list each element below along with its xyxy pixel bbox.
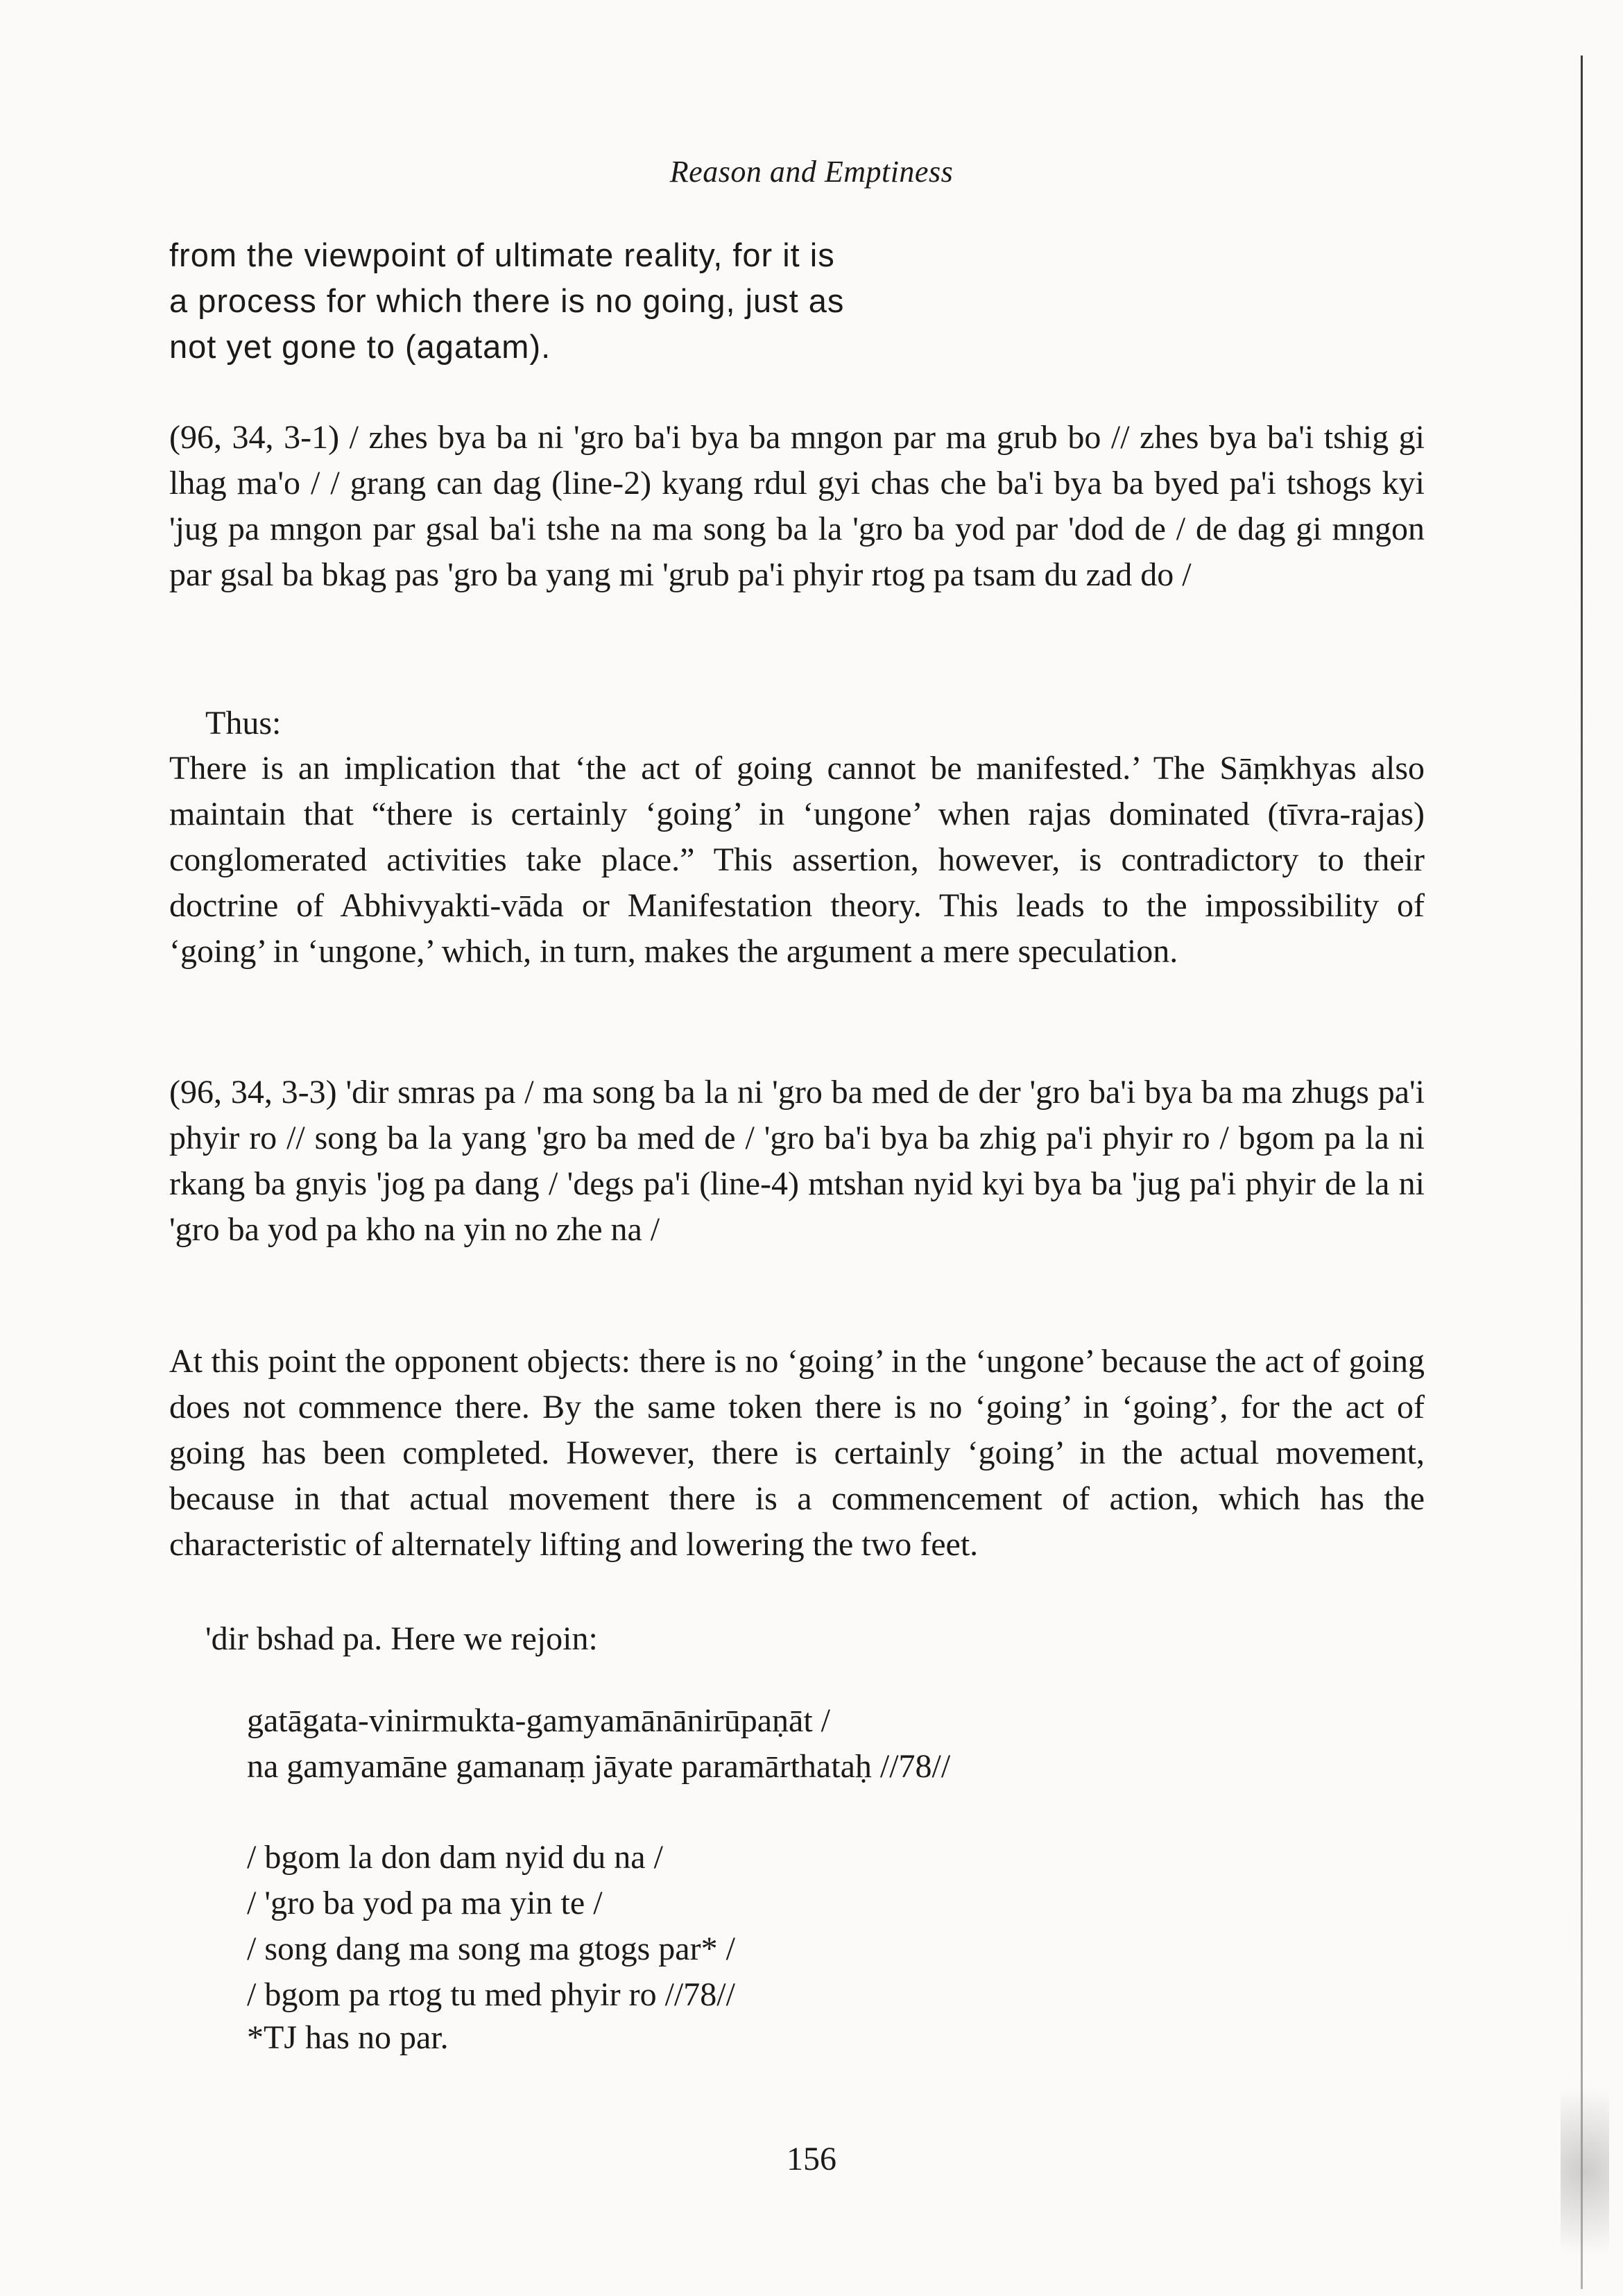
sanskrit-verse	[247, 1698, 950, 1790]
opening-lines	[169, 232, 932, 370]
verse-line: / bgom la don dam nyid du na /	[247, 1839, 663, 1876]
tibetan-paragraph-2: (96, 34, 3-3) 'dir smras pa / ma song ba la ni 'gro ba med de der 'gro ba'i bya ba ma zhugs pa'i phyir ro // song ba la yang 'gro ba med de / 'gro ba'i bya ba zhig pa'i phyir ro / bgom pa la ni rkang ba gnyis 'jog pa dang / 'degs pa'i (line-4) mtshan nyid kyi bya ba 'jug pa'i phyir de la ni 'gro ba yod pa kho na yin no zhe na /	[169, 1074, 1425, 1248]
english-paragraph-1: There is an implication that ‘the act of going cannot be manifested.’ The Sāṃkhyas also maintain that “there is certainly ‘going’ in ‘ungone’ when rajas dominated (tīvra-rajas) conglomerated activities take place.” This assertion, however, is contradictory to their doctrine of Abhivyakti-vāda or Manifestation theory. This leads to the impossibility of ‘going’ in ‘ungone,’ which, in turn, makes the argument a mere speculation.	[169, 750, 1425, 970]
tibetan-verse	[247, 1835, 735, 2018]
verse-line: / bgom pa rtog tu med phyir ro //78//	[247, 1976, 735, 2013]
verse-line: / song dang ma song ma gtogs par* /	[247, 1930, 735, 1967]
verse-line: / 'gro ba yod pa ma yin te /	[247, 1885, 603, 1921]
running-head: Reason and Emptiness	[669, 155, 954, 189]
verse-line: na gamyamāne gamanaṃ jāyate paramārthataḥ //78//	[247, 1748, 951, 1785]
opening-line: from the viewpoint of ultimate reality, for it is	[169, 237, 835, 273]
rejoin-line: 'dir bshad pa. Here we rejoin:	[205, 1620, 598, 1657]
english-paragraph-2: At this point the opponent objects: there is no ‘going’ in the ‘ungone’ because the act of going does not commence there. By the same token there is no ‘going’ in ‘going’, for the act of going has been completed. However, there is certainly ‘going’ in the actual movement, because in that actual movement there is a commencement of action, which has the characteristic of alternately lifting and lowering the two feet.	[169, 1343, 1425, 1563]
footnote: *TJ has no par.	[247, 2019, 449, 2056]
verse-line: gatāgata-vinirmukta-gamyamānānirūpaṇāt /	[247, 1702, 830, 1739]
opening-line: a process for which there is no going, just as	[169, 282, 845, 319]
tibetan-paragraph-1: (96, 34, 3-1) / zhes bya ba ni 'gro ba'i bya ba mngon par ma grub bo // zhes bya ba'i tshig gi lhag ma'o / / grang can dag (line-2) kyang rdul gyi chas che ba'i bya ba byed pa'i tshogs kyi 'jug pa mngon par gsal ba'i tshe na ma song ba la 'gro ba yod par 'dod de / de dag gi mngon par gsal ba bkag pas 'gro ba yang mi 'grub pa'i phyir rtog pa tsam du zad do /	[169, 419, 1425, 593]
page-edge-shadow	[1581, 55, 1583, 2289]
thus-label: Thus:	[205, 705, 282, 742]
page-number: 156	[787, 2141, 836, 2177]
opening-line: not yet gone to (agatam).	[169, 328, 551, 365]
page-edge-speckle	[1561, 2053, 1609, 2289]
